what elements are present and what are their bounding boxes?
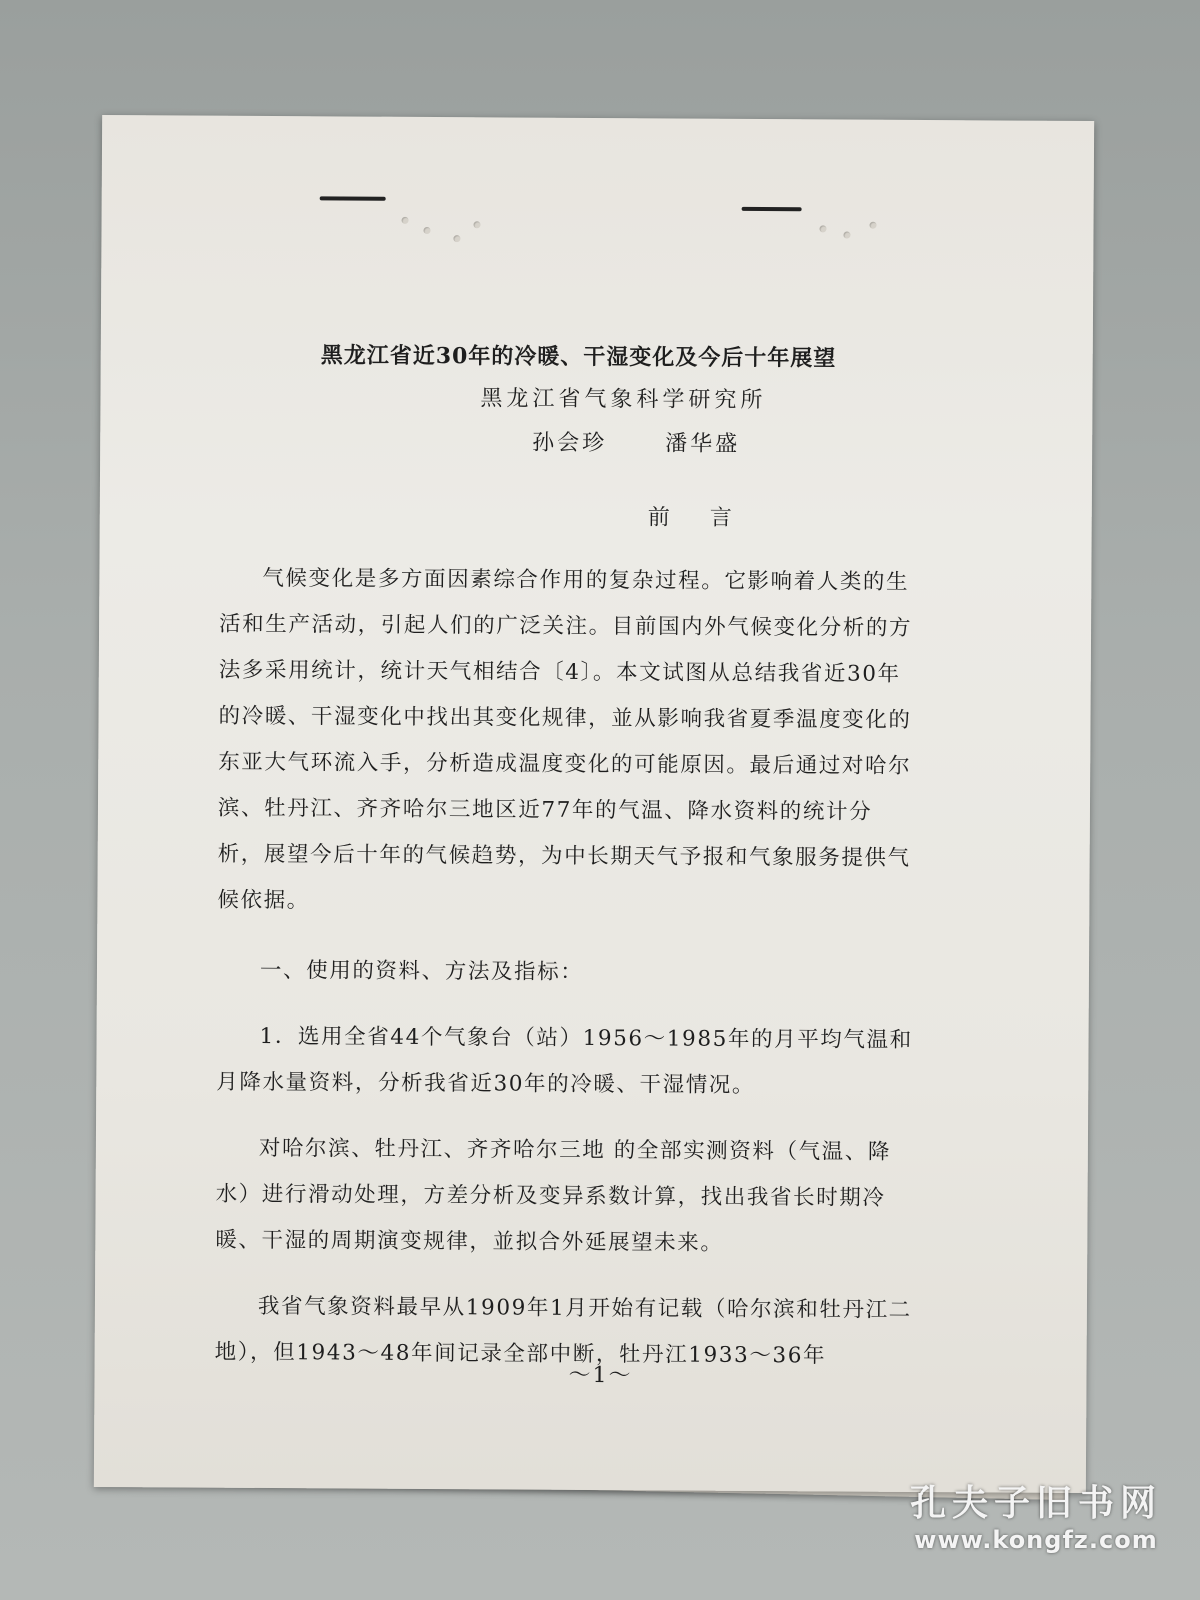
author-name: 孙会珍 [532,430,608,457]
punch-hole [843,232,850,239]
institute-name: 黑龙江省气象科学研究所 [480,386,767,414]
punch-hole [423,227,430,234]
author-list [532,426,740,458]
paragraph: 对哈尔滨、牡丹江、齐齐哈尔三地 的全部实测资料（气温、降水）进行滑动处理，方差分析及变异系数计算，找出我省长时期冷暖、干湿的周期演变规律，並拟合外延展望未来。 [215,1135,892,1256]
body-text [215,556,920,1380]
section-heading: 前言 [647,505,772,532]
punch-hole [474,221,481,228]
binding-mark-right [742,207,802,211]
page-number: ～1～ [568,1362,633,1389]
punch-hole [870,222,877,229]
author-name: 潘华盛 [665,431,741,457]
watermark-url: www.kongfz.com [914,1526,1158,1554]
paragraph: 1．选用全省44个气象台（站）1956～1985年的月平均气温和月降水量资料，分析我省近30年的冷暖、干湿情况。 [216,1023,913,1098]
document-page [94,115,1094,1493]
paragraph: 气候变化是多方面因素综合作用的复杂过程。它影响着人类的生活和生产活动，引起人们的广泛关注。目前国内外气候变化分析的方法多采用统计，统计天气相结合〔4〕。本文试图从总结我省近30年的冷暖、干湿变化中找出其变化规律，並从影响我省夏季温度变化的东亚大气环流入手，分析造成温度变化的可能原因。最后通过对哈尔滨、牡丹江、齐齐哈尔三地区近77年的气温、降水资料的统计分析，展望今后十年的气候趋势，为中长期天气予报和气象服务提供气候依据。 [217,565,913,914]
watermark [910,1475,1162,1554]
punch-hole [819,225,826,232]
punch-hole [402,217,409,224]
binding-mark-left [320,196,386,200]
paragraph: 我省气象资料最早从1909年1月开始有记载（哈尔滨和牡丹江二地），但1943～48年间记录全部中断，牡丹江1933～36年 [214,1293,912,1369]
section-subheading: 一、使用的资料、方法及指标： [259,957,584,985]
document-title: 黑龙江省近30年的冷暖、干湿变化及今后十年展望 [320,342,837,372]
watermark-name: 孔夫子旧书网 [909,1483,1162,1524]
punch-hole [453,235,460,242]
